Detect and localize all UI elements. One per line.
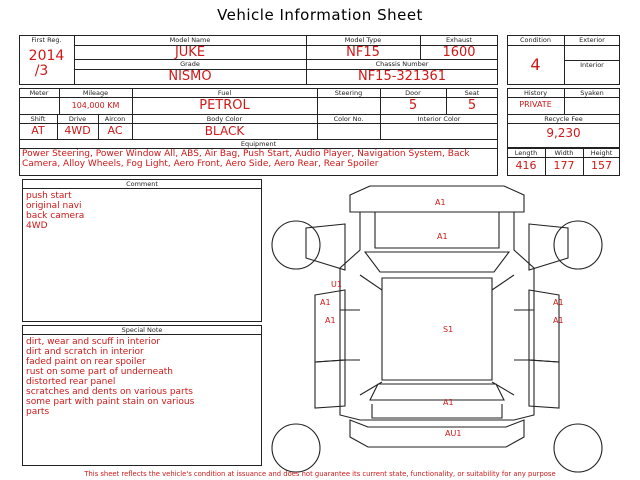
door-label: Door [405,89,421,97]
special-note-line: dirt, wear and scuff in interior [26,337,161,347]
damage-mark: A1 [437,232,448,241]
width-value: 177 [553,159,575,172]
special-note-line: dirt and scratch in interior [26,347,144,357]
mileage-label: Mileage [82,89,109,97]
model-name-label: Model Name [169,36,211,44]
door-value: 5 [408,98,418,113]
wheel-front-right [554,221,602,269]
first-reg-label: First Reg. [31,36,62,44]
condition-value: 4 [530,55,541,74]
special-note-line: parts [26,407,50,417]
grade-label: Grade [180,60,200,68]
recycle-fee-value: 9,230 [546,126,581,140]
windshield [365,252,509,272]
shift-value: AT [31,124,45,137]
model-name-value: JUKE [174,45,206,60]
recycle-fee-label: Recycle Fee [544,115,583,123]
drive-label: Drive [68,115,87,123]
special-note-line: distorted rear panel [26,377,116,387]
shift-label: Shift [30,115,46,123]
height-label: Height [590,149,613,157]
damage-mark: S1 [443,325,454,334]
model-type-value: NF15 [346,45,380,60]
damage-mark: A1 [325,316,336,325]
seat-label: Seat [464,89,480,97]
aircon-label: Aircon [104,115,126,123]
fuel-value: PETROL [199,98,250,113]
mileage-value: 104,000 KM [71,101,120,110]
car-body [340,212,534,420]
length-value: 416 [515,159,537,172]
special-note-line: rust on some part of underneath [26,367,173,377]
drive-value: 4WD [64,124,91,137]
wheel-front-left [272,221,320,269]
wheel-rear-left [272,424,320,472]
model-type-label: Model Type [344,36,382,44]
special-note-line: some part with paint stain on various [26,397,195,407]
grade-value: NISMO [168,69,212,84]
length-label: Length [514,149,538,157]
aircon-value: AC [107,124,123,137]
interior-color-label: Interior Color [417,115,461,123]
color-no-label: Color No. [333,115,364,123]
history-label: History [523,89,548,97]
rear-window [370,384,504,400]
comment-line: 4WD [26,221,48,231]
height-value: 157 [591,159,612,172]
body-color-value: BLACK [204,124,245,138]
wheel-rear-right [554,424,602,472]
syaken-label: Syaken [580,89,604,97]
roof [382,278,492,380]
disclaimer-footer: This sheet reflects the vehicle's condition at issuance and does not guarantee its current state, functionality, or suitability for any purpose [84,470,556,478]
damage-mark: A1 [443,398,454,407]
damage-mark: A1 [320,298,331,307]
equipment-value: Power Steering, Power Window All, ABS, Air Bag, Push Start, Audio Player, Navigation System, Back Camera, Alloy Wheels, Fog Light, Aero Front, Aero Side, Aero Rear, Rear Spoiler [22,149,470,169]
exhaust-label: Exhaust [445,36,473,44]
damage-mark: A1 [553,316,564,325]
damage-mark: AU1 [445,429,462,438]
special-note-line: scratches and dents on various parts [26,387,193,397]
fuel-label: Fuel [217,89,232,97]
comment-label: Comment [126,180,158,188]
meter-label: Meter [29,89,49,97]
comment-line: original navi [26,201,82,211]
first-reg-month: /3 [34,63,49,79]
width-label: Width [554,149,574,157]
condition-label: Condition [519,36,552,44]
rear-bumper [350,420,524,447]
body-color-label: Body Color [206,115,243,123]
interior-label: Interior [580,61,604,69]
damage-mark: U1 [331,280,342,289]
steering-label: Steering [334,89,363,97]
comment-line: back camera [26,211,85,221]
exhaust-value: 1600 [442,45,476,60]
damage-mark: A1 [553,298,564,307]
first-reg-year: 2014 [28,48,65,64]
seat-value: 5 [467,98,477,113]
chassis-label: Chassis Number [375,60,429,68]
sheet-title: Vehicle Information Sheet [217,6,423,24]
special-note-label: Special Note [121,326,163,334]
hood [375,212,499,248]
trunk [372,404,502,418]
equipment-label: Equipment [240,140,277,148]
special-note-line: faded paint on rear spoiler [26,357,146,367]
exterior-label: Exterior [579,36,605,44]
history-value: PRIVATE [519,100,552,109]
damage-mark: A1 [435,198,446,207]
comment-line: push start [26,191,72,201]
chassis-value: NF15-321361 [357,69,447,84]
